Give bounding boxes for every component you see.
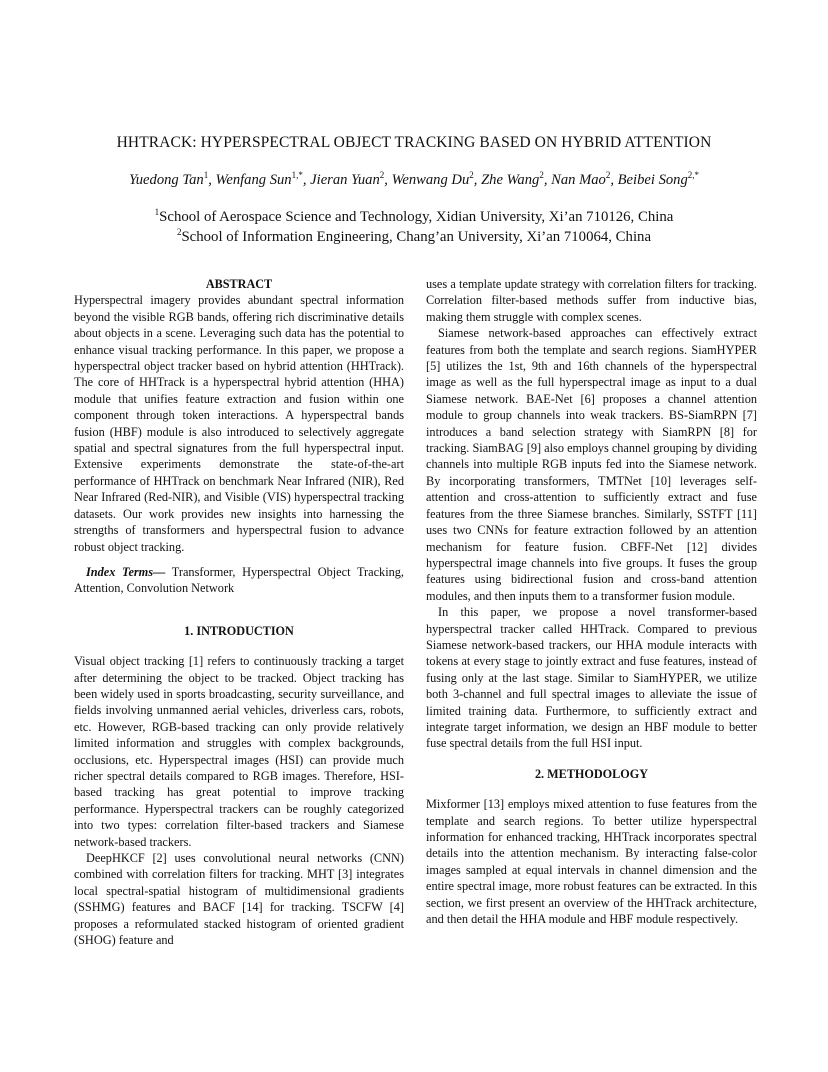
- right-column: [426, 276, 757, 927]
- author: Zhe Wang$^2$: [481, 170, 544, 188]
- author: Jieran Yuan$^2$: [310, 170, 385, 188]
- paper-title: HHTRACK: HYPERSPECTRAL OBJECT TRACKING BASED ON HYBRID ATTENTION: [116, 134, 712, 151]
- affiliation-2: $^2$School of Information Engineering, Chang’an University, Xi’an 710064, China: [176, 227, 652, 245]
- method-paragraph-1: Mixformer [13] employs mixed attention to fuse features from the template and search regions. To better utilize hyperspectral information for enhanced tracking, HHTrack incorporates spectral details into the attention mechanism. By interacting false-color images sampled at equal intervals in channel dimension and the entire spectral image, more robust features can be extracted. In this section, we first present an overview of the HHTrack architecture, and then detail the HHA module and HBF module respectively.: [426, 797, 757, 927]
- intro-paragraph-1: Visual object tracking [1] refers to continuously tracking a target after determining the object to be tracked. Object tracking has been widely used in sports broadcasting, security surveillance, and fields involving unmanned aerial vehicles, driverless cars, robots, etc. However, RGB-based tracking can only provide relatively limited information and struggles with complex backgrounds, occlusions, etc. Hyperspectral images (HSI) can provide much richer spectral details compared to RGB images. Therefore, HSI-based tracking has great potential to improve tracking performance. Hyperspectral trackers can be roughly categorized into two types: correlation filter-based trackers and Siamese network-based trackers.: [74, 654, 404, 849]
- affiliation-1: $^1$School of Aerospace Science and Technology, Xidian University, Xi’an 710126, China: [154, 207, 674, 225]
- intro-paragraph-3: Siamese network-based approaches can effectively extract features from both the template and search regions. SiamHYPER [5] utilizes the 1st, 9th and 16th channels of the hyperspectral image as well as the full hyperspectral image as input to a dual Siamese network. BAE-Net [6] proposes a channel attention module to group channels into weak trackers. BS-SiamRPN [7] introduces a band selection strategy with SiamRPN [8] for tracking. SiamBAG [9] also employs channel grouping by dividing channels into multiple RGB inputs fed into the Siamese network. By incorporating transformers, TMTNet [10] leverages self-attention and cross-attention to sufficiently extract and fuse features from the three Siamese branches. Similarly, SSTFT [11] uses two CNNs for feature extraction followed by an attention mechanism for feature fusion. CBFF-Net [12] divides hyperspectral image channels into five groups. It fuses the group features using bidirectional fusion and cross-band attention modules, and then inputs them to a transformer fusion module.: [426, 326, 757, 603]
- left-column: [74, 276, 404, 948]
- author: Nan Mao$^2$: [551, 170, 611, 188]
- author-list: Yuedong Tan$^1$, Wenfang Sun$^{1,*}$, Jieran Yuan$^2$, Wenwang Du$^2$, Zhe Wang$^2$, Nan Mao$^2$, Beibei Song$^{2,*}$: [128, 170, 700, 188]
- intro-paragraph-2: DeepHKCF [2] uses convolutional neural networks (CNN) combined with correlation filters for tracking. MHT [3] integrates local spectral-spatial histogram of multidimensional gradients (SSHMG) features and BACF [14] for tracking. TSCFW [4] proposes a reformulated stacked histogram of oriented gradient (SHOG) feature and: [74, 851, 404, 948]
- intro-paragraph-4: In this paper, we propose a novel transformer-based hyperspectral tracker called HHTrack. Compared to previous Siamese network-based trackers, our HHA module interacts with tokens at every stage to jointly extract and fuse features, instead of fusing only at the last stage. Similar to SiamHYPER, we utilize both 3-channel and full spectral images to alleviate the issue of limited training data. Furthermore, to sufficiently extract and integrate target information, we design an HBF module to better fuse spectral details from the full HSI input.: [426, 605, 757, 751]
- method-heading: 2. METHODOLOGY: [534, 766, 649, 781]
- author: Beibei Song$^{2,*}$: [617, 170, 700, 188]
- author: Wenfang Sun$^{1,*}$: [215, 170, 303, 188]
- intro-paragraph-2-continued: uses a template update strategy with correlation filters for tracking. Correlation filter-based methods suffer from inductive bias, making them struggle with complex scenes.: [426, 277, 757, 324]
- author: Yuedong Tan$^1$: [128, 170, 209, 188]
- intro-heading: 1. INTRODUCTION: [184, 623, 294, 638]
- abstract-heading: ABSTRACT: [205, 277, 273, 291]
- abstract-text: Hyperspectral imagery provides abundant spectral information beyond the visible RGB bands, offering rich discriminative details about objects in a scene. Leveraging such data has the potential to enhance visual tracking performance. In this paper, we propose a hyperspectral object tracker based on hybrid attention (HHTrack). The core of HHTrack is a hyperspectral hybrid attention (HHA) module that unifies feature extraction and fusion within one component through token interactions. A hyperspectral bands fusion (HBF) module is also introduced to selectively aggregate spatial and spectral signatures from the full hyperspectral input. Extensive experiments demonstrate the state-of-the-art performance of HHTrack on benchmark Near Infrared (NIR), Red Near Infrared (Red-NIR), and Visible (VIS) hyperspectral tracking datasets. Our work provides new insights into harnessing the strengths of transformers and hyperspectral fusion to advance robust object tracking.: [74, 293, 404, 554]
- index-terms: Index Terms— Transformer, Hyperspectral Object Tracking, Attention, Convolution Network: [74, 564, 404, 596]
- author: Wenwang Du$^2$: [391, 170, 474, 188]
